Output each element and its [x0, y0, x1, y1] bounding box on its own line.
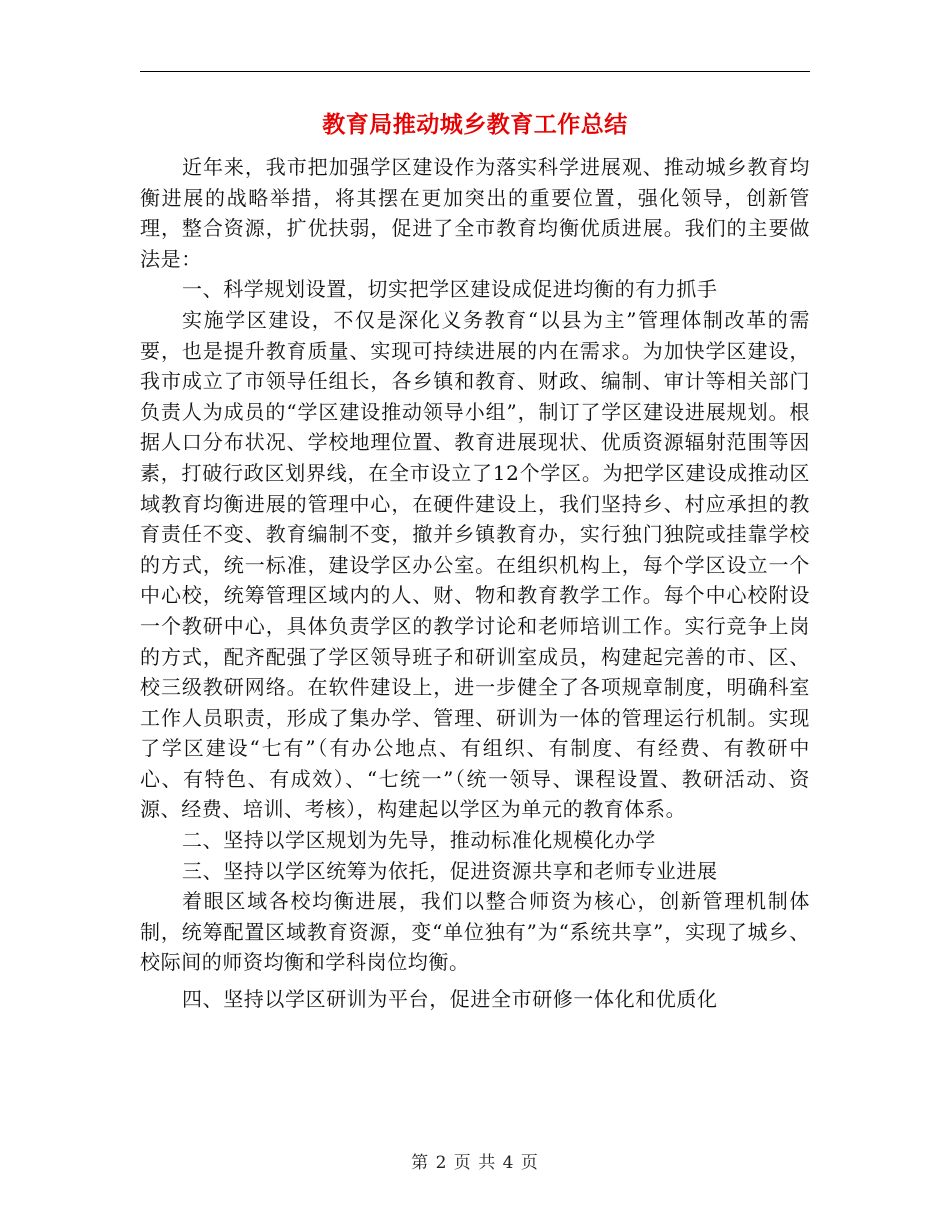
heading-section-3: 三、坚持以学区统筹为依托，促进资源共享和老师专业进展 [182, 858, 718, 883]
paragraph-section-1: 实施学区建设，不仅是深化义务教育“以县为主”管理体制改革的需要，也是提升教育质量、实现可持续进展的内在需求。为加快学区建设，我市成立了市领导任组长，各乡镇和教育、财政、编制、审计等相关部门负责人为成员的“学区建设推动领导小组”，制订了学区建设进展规划。根据人口分布状况、学校地理位置、教育进展现状、优质资源辐射范围等因素，打破行政区划界线，在全市设立了12个学区。为把学区建设成推动区域教育均衡进展的管理中心，在硬件建设上，我们坚持乡、村应承担的教育责任不变、教育编制不变，撤并乡镇教育办，实行独门独院或挂靠学校的方式，统一标准，建设学区办公室。在组织机构上，每个学区设立一个中心校，统筹管理区域内的人、财、物和教育教学工作。每个中心校附设一个教研中心，具体负责学区的教学讨论和老师培训工作。实行竞争上岗的方式，配齐配强了学区领导班子和研训室成员，构建起完善的市、区、校三级教研网络。在软件建设上，进一步健全了各项规章制度，明确科室工作人员职责，形成了集办学、管理、研训为一体的管理运行机制。实现了学区建设“七有”（有办公地点、有组织、有制度、有经费、有教研中心、有特色、有成效）、“七统一”（统一领导、课程设置、教研活动、资源、经费、培训、考核），构建起以学区为单元的教育体系。 [140, 307, 810, 822]
heading-section-2: 二、坚持以学区规划为先导，推动标准化规模化办学 [182, 828, 656, 853]
document-title: 教育局推动城乡教育工作总结 [322, 111, 628, 138]
paragraph-section-3: 着眼区域各校均衡进展，我们以整合师资为核心，创新管理机制体制，统筹配置区域教育资源，变“单位独有”为“系统共享”，实现了城乡、校际间的师资均衡和学科岗位均衡。 [140, 889, 810, 975]
document-body [140, 152, 810, 1015]
header-rule [140, 71, 810, 72]
paragraph-intro: 近年来，我市把加强学区建设作为落实科学进展观、推动城乡教育均衡进展的战略举措，将其摆在更加突出的重要位置，强化领导，创新管理，整合资源，扩优扶弱，促进了全市教育均衡优质进展。我们的主要做法是： [140, 155, 810, 271]
heading-section-1: 一、科学规划设置，切实把学区建设成促进均衡的有力抓手 [182, 277, 718, 302]
heading-section-4: 四、坚持以学区研训为平台，促进全市研修一体化和优质化 [182, 987, 718, 1012]
page-number: 第 2 页 共 4 页 [411, 1153, 539, 1173]
